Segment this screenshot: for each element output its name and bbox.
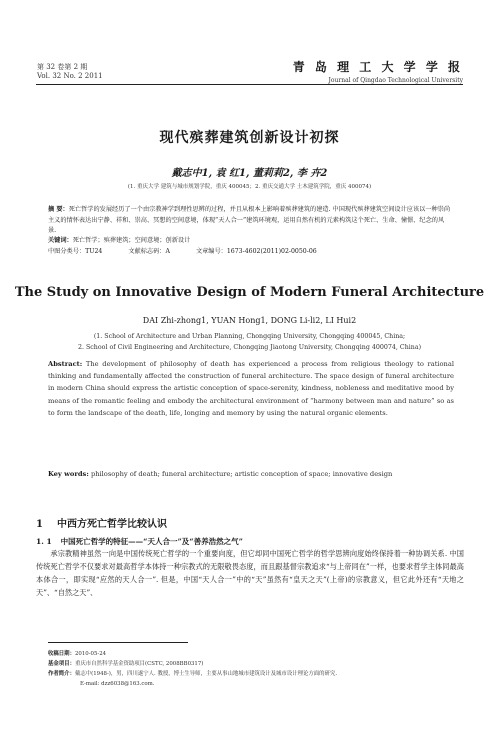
document-code: 文献标志码：A	[128, 248, 170, 255]
abstract-en	[48, 358, 454, 419]
footnote-author	[48, 669, 468, 679]
section-1-heading	[36, 515, 167, 530]
affiliations-cn: (1. 重庆大学 建筑与城市规划学院，重庆 400045；2. 重庆交通大学 土木建筑学院，重庆 400074)	[127, 184, 372, 190]
section-1-title: 中西方死亡哲学比较认识	[56, 519, 167, 530]
journal-name	[243, 60, 463, 85]
keywords-en-label: Key words:	[48, 470, 89, 478]
footnote-author-label: 作者简介：	[48, 671, 75, 677]
keywords-en-text: philosophy of death; funeral architecture; artistic conception of space; innovative design	[90, 470, 393, 478]
title-cn: 现代殡葬建筑创新设计初探	[159, 130, 340, 146]
affiliation-en-1: (1. School of Architecture and Urban Planning, Chongqing University, Chongqing 400045, China;	[93, 333, 406, 340]
section-1-1-title: 中国死亡哲学的特征——“天人合一”及“善养浩然之气”	[60, 537, 243, 546]
authors-en: DAI Zhi-zhong1, YUAN Hong1, DONG Li-li2, LI Hui2	[142, 316, 357, 325]
journal-name-cn: 青 岛 理 工 大 学 学 报	[292, 60, 463, 74]
footnote-email: E-mail: dzz6038@163.com.	[80, 681, 155, 687]
keywords-cn	[48, 236, 452, 246]
section-1-1-number: 1. 1	[36, 537, 52, 546]
keywords-cn-text: 死亡哲学；殡葬建筑；空间意境；创新设计	[72, 237, 191, 244]
footnote-fund	[48, 659, 468, 669]
footnote-fund-label: 基金项目：	[48, 661, 75, 667]
section-1-number: 1	[36, 519, 43, 530]
footnote-fund-text: 重庆市自然科学基金资助项目(CSTC, 2008BB0317)	[74, 661, 204, 667]
abstract-cn-text: 死亡哲学的发展经历了一个由宗教神学到理性思辨的过程，并且从根本上影响着殡葬建筑的建造. 中国现代殡葬建筑空间设计应该以一种崇尚主义的情怀表达出宁静、祥和、崇高、冥想的空间意境，体现“天人合一”建筑环境观，运用自然有机的元素构筑这个死亡、生命、憧憬、纪念的风景.	[48, 206, 451, 234]
authors-cn: 戴志中1, 袁 红1, 董莉莉2, 李 卉2	[171, 168, 328, 179]
article-number: 文章编号：1673-4602(2011)02-0050-06	[195, 248, 317, 255]
clc-number: 中图分类号：TU24	[48, 248, 103, 255]
keywords-en	[48, 468, 454, 480]
footnote-received	[48, 649, 468, 659]
footnote-received-label: 收稿日期：	[48, 651, 75, 657]
volume-en: Vol. 32 No. 2 2011	[37, 72, 103, 80]
body-paragraph: 承宗教精神虽然一向是中国传统死亡哲学的一个重要向度，但它却同中国死亡哲学的哲学思辨向度始终保持着一种协调关系. 中国传统死亡哲学不仅要求对最高哲学本体持一种宗教式的无限敬畏态度，而且跟基督宗教追求“与上帝同在”一样，也要求哲学主体同最高本体合一，即实现“应然的天人合一”. 但是，中国“天人合一”中的“天”虽然有“皇天之天”(上帝)的宗教意义，但它此外还有“天地之天”、“自然之天”、	[36, 549, 464, 597]
affiliations-en	[0, 331, 499, 353]
body-text	[36, 547, 464, 599]
volume-info	[37, 63, 103, 81]
footnote-author-text: 戴志中(1948-)，男，四川遂宁人. 教授，博士生导师，主要从事山地城市建筑设计及城市设计理论方面的研究.	[74, 671, 338, 677]
journal-name-en: Journal of Qingdao Technological University	[328, 77, 463, 84]
section-1-1-heading	[36, 536, 243, 547]
abstract-en-text: The development of philosophy of death has experienced a process from religious theology to rational thinking and fundamentally affected the construction of funeral architecture. The space design of funeral architecture in modern China should express the artistic conception of space-serenity, kindness, nobleness and meditative mood by means of the romantic feeling and embody the architectural environment of “harmony between man and nature” so as to form the landscape of the death, life, longing and memory by using the natural organic elements.	[48, 360, 454, 417]
abstract-cn	[48, 205, 452, 237]
affiliation-en-2: 2. School of Civil Engineering and Architecture, Chongqing Jiaotong University, Chongqing 400074, China)	[77, 344, 422, 351]
abstract-cn-label: 摘 要：	[48, 206, 69, 213]
footnote-received-text: 2010-05-24	[74, 651, 107, 657]
title-en: The Study on Innovative Design of Modern Funeral Architecture	[14, 285, 485, 300]
header-rule	[36, 84, 463, 85]
footnotes	[48, 649, 468, 689]
footnote-rule	[48, 642, 188, 643]
abstract-en-label: Abstract:	[48, 360, 83, 368]
keywords-cn-label: 关键词：	[48, 237, 73, 244]
classification-row	[48, 247, 452, 257]
volume-cn: 第 32 卷第 2 期	[37, 63, 88, 71]
